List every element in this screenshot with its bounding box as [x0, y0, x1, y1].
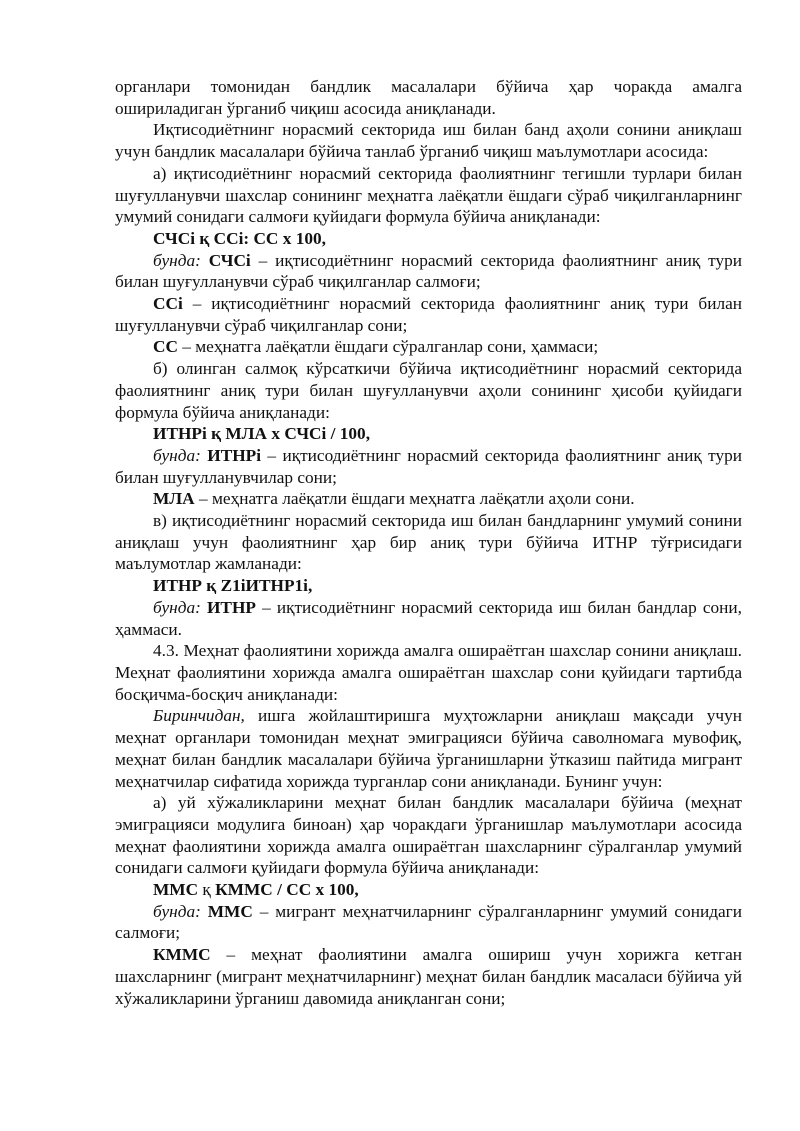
paragraph: Иқтисодиётнинг норасмий секторида иш билан банд аҳоли сонини аниқлаш учун бандлик масалалари бўйича танлаб ўрганиб чиқиш маълумотлари асосида: [115, 120, 742, 162]
definition-text: – меҳнат фаолиятини амалга ошириш учун хорижга кетган шахсларнинг (мигрант меҳнатчиларнинг) меҳнат билан бандлик масаласи бўйича уй хўжаликларини ўрганиш давомида аниқланган сони; [115, 945, 742, 1008]
formula-part: ММС [153, 880, 199, 900]
term: СС [153, 337, 178, 357]
definition [115, 597, 742, 640]
definition [115, 445, 742, 488]
term: ММС [207, 901, 253, 921]
lead-word: Биринчидан, [153, 706, 245, 726]
definition-text: – иқтисодиётнинг норасмий секторида фаолиятнинг аниқ тури билан шуғулланувчи сўраб чиқилганлар салмоғи; [115, 250, 742, 292]
formula-part: КММС / СС х 100, [215, 880, 359, 900]
document-body [115, 76, 742, 1009]
formula-text: ИТНР қ Z1iИТНР1i, [153, 576, 313, 596]
term: СЧСi [208, 250, 251, 270]
definition [115, 293, 742, 336]
paragraph: в) иқтисодиётнинг норасмий секторида иш билан бандларнинг умумий сонини аниқлаш учун фаолиятнинг ҳар бир аниқ тури бўйича ИТНР тўғрисидаги маълумотлар жамланади: [115, 511, 742, 574]
paragraph: а) иқтисодиётнинг норасмий секторида фаолиятнинг тегишли турлари билан шуғулланувчи шахслар сонининг меҳнатга лаёқатли ёшдаги сўраб чиқилганларнинг умумий сонидаги салмоғи қуйидаги формула бўйича аниқланади: [115, 163, 742, 227]
where-label: бунда: [153, 901, 201, 921]
paragraph-text: ишга жойлаштиришга муҳтожларни аниқлаш мақсади учун меҳнат органлари томонидан меҳнат эмиграцияси бўйича саволномага мувофиқ, меҳнат билан бандлик масалалари бўйича ўрганишларни ўтказиш пайтида мигрант меҳнатчилар сифатида хорижда турганлар сони аниқланади. Бунинг учун: [115, 706, 742, 791]
paragraph: органлари томонидан бандлик масалалари бўйича ҳар чоракда амалга ошириладиган ўрганиб чиқиш асосида аниқланади. [115, 77, 742, 118]
where-label: бунда: [153, 597, 201, 617]
formula [115, 228, 742, 250]
definition-text: – мигрант меҳнатчиларнинг сўралганларнинг умумий сонидаги салмоғи; [115, 901, 742, 943]
definition [115, 488, 742, 510]
paragraph: б) олинган салмоқ кўрсаткичи бўйича иқтисодиётнинг норасмий секторида фаолиятнинг аниқ тури билан шуғулланувчи аҳоли сонининг ҳисоби қуйидаги формула бўйича аниқланади: [115, 359, 742, 422]
definition-text: – иқтисодиётнинг норасмий секторида иш билан бандлар сони, ҳаммаси. [115, 597, 742, 639]
definition-text: – иқтисодиётнинг норасмий секторида фаолиятнинг аниқ тури билан шуғулланувчи сўраб чиқилганлар сони; [115, 294, 742, 335]
definition-text: – иқтисодиётнинг норасмий секторида фаолиятнинг аниқ тури билан шуғулланувчилар сони; [115, 445, 742, 487]
term: КММС [153, 945, 211, 965]
paragraph: 4.3. Меҳнат фаолиятини хорижда амалга ошираётган шахслар сонини аниқлаш. Меҳнат фаолиятини хорижда амалга ошираётган шахслар сони қуйидаги тартибда босқичма-босқич аниқланади: [115, 641, 742, 704]
where-label: бунда: [153, 445, 201, 465]
definition-text: – меҳнатга лаёқатли ёшдаги сўралганлар сони, ҳаммаси; [177, 337, 599, 357]
where-label: бунда: [153, 250, 201, 270]
term: ССi [153, 294, 183, 314]
formula [115, 423, 742, 445]
definition-text: – меҳнатга лаёқатли ёшдаги меҳнатга лаёқатли аҳоли сони. [194, 489, 635, 509]
paragraph [115, 705, 742, 792]
formula-text: СЧСi қ ССi: СС х 100, [153, 228, 326, 248]
term: ИТНРi [207, 445, 262, 465]
formula [115, 879, 742, 901]
definition [115, 250, 742, 293]
paragraph: а) уй хўжаликларини меҳнат билан бандлик масалалари бўйича (меҳнат эмиграцияси модулига биноан) ҳар чоракдаги ўрганишлар маълумотлари асосида меҳнат фаолиятини хорижда амалга ошираётган шахсларнинг сўралганлар умумий сонидаги салмоғи қуйидаги формула бўйича аниқланади: [115, 793, 742, 878]
term: МЛА [153, 489, 195, 509]
formula-text: ИТНРi қ МЛА х СЧСi / 100, [153, 424, 371, 444]
formula-part: қ [198, 880, 216, 900]
definition [115, 901, 742, 944]
definition [115, 336, 742, 358]
formula [115, 575, 742, 597]
term: ИТНР [206, 597, 256, 617]
definition [115, 944, 742, 1009]
